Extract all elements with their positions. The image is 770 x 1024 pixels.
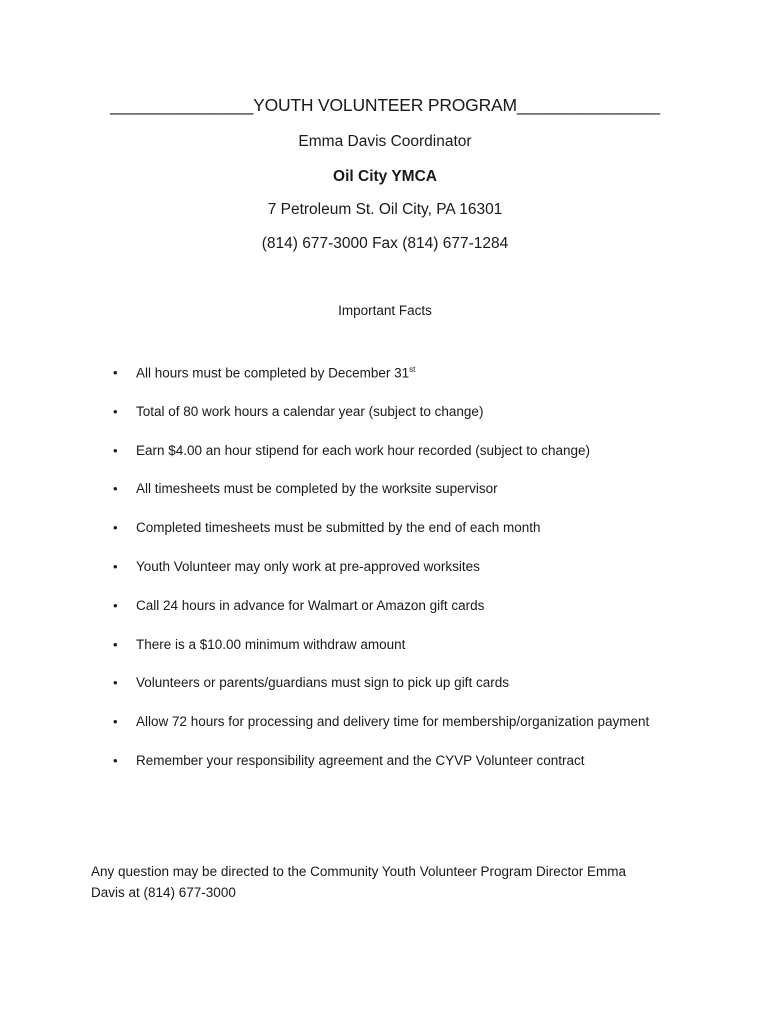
contact-note: [91, 861, 671, 903]
fact-text: Youth Volunteer may only work at pre-approved worksites: [136, 558, 480, 574]
organization-address: 7 Petroleum St. Oil City, PA 16301: [267, 201, 503, 218]
fact-ordinal-suffix: st: [409, 365, 416, 374]
bullet-icon: •: [113, 365, 118, 380]
bullet-icon: •: [113, 403, 118, 419]
fact-text: Allow 72 hours for processing and delivery time for membership/organization payment: [136, 714, 650, 730]
program-title: _______________YOUTH VOLUNTEER PROGRAM_______________: [110, 95, 660, 115]
bullet-icon: •: [113, 558, 118, 574]
bullet-icon: •: [113, 520, 118, 536]
fact-item: [0, 637, 770, 676]
fact-item: [0, 714, 770, 753]
fact-text: There is a $10.00 minimum withdraw amount: [136, 636, 406, 652]
fact-item: [0, 559, 770, 598]
fact-item: [0, 598, 770, 637]
fact-text: Earn $4.00 an hour stipend for each work hour recorded (subject to change): [136, 442, 591, 458]
fact-item: [0, 675, 770, 714]
organization-phone-fax: (814) 677-3000 Fax (814) 677-1284: [261, 235, 509, 252]
bullet-icon: •: [113, 597, 118, 613]
contact-note-line: Davis at (814) 677-3000: [91, 885, 236, 900]
facts-list: [0, 365, 770, 792]
bullet-icon: •: [113, 714, 118, 730]
coordinator-name: Emma Davis Coordinator: [298, 133, 472, 150]
bullet-icon: •: [113, 442, 118, 458]
fact-text: All timesheets must be completed by the worksite supervisor: [136, 481, 498, 497]
fact-text: Total of 80 work hours a calendar year (subject to change): [136, 403, 484, 419]
fact-item: [0, 520, 770, 559]
bullet-icon: •: [113, 675, 118, 691]
fact-item: [0, 481, 770, 520]
organization-name: Oil City YMCA: [333, 168, 437, 185]
bullet-icon: •: [113, 481, 118, 497]
fact-text: All hours must be completed by December 31: [136, 365, 410, 381]
fact-item: [0, 443, 770, 482]
fact-item: [0, 365, 770, 404]
fact-item: [0, 404, 770, 443]
bullet-icon: •: [113, 636, 118, 652]
contact-note-line: Any question may be directed to the Community Youth Volunteer Program Director Emma: [91, 864, 627, 879]
facts-heading: Important Facts: [338, 303, 432, 318]
fact-item: [0, 753, 770, 792]
fact-text: Volunteers or parents/guardians must sign to pick up gift cards: [136, 675, 509, 691]
fact-text: Call 24 hours in advance for Walmart or Amazon gift cards: [136, 597, 485, 613]
fact-text: Remember your responsibility agreement and the CYVP Volunteer contract: [136, 752, 585, 768]
fact-text: Completed timesheets must be submitted by the end of each month: [136, 520, 541, 536]
bullet-icon: •: [113, 752, 118, 768]
